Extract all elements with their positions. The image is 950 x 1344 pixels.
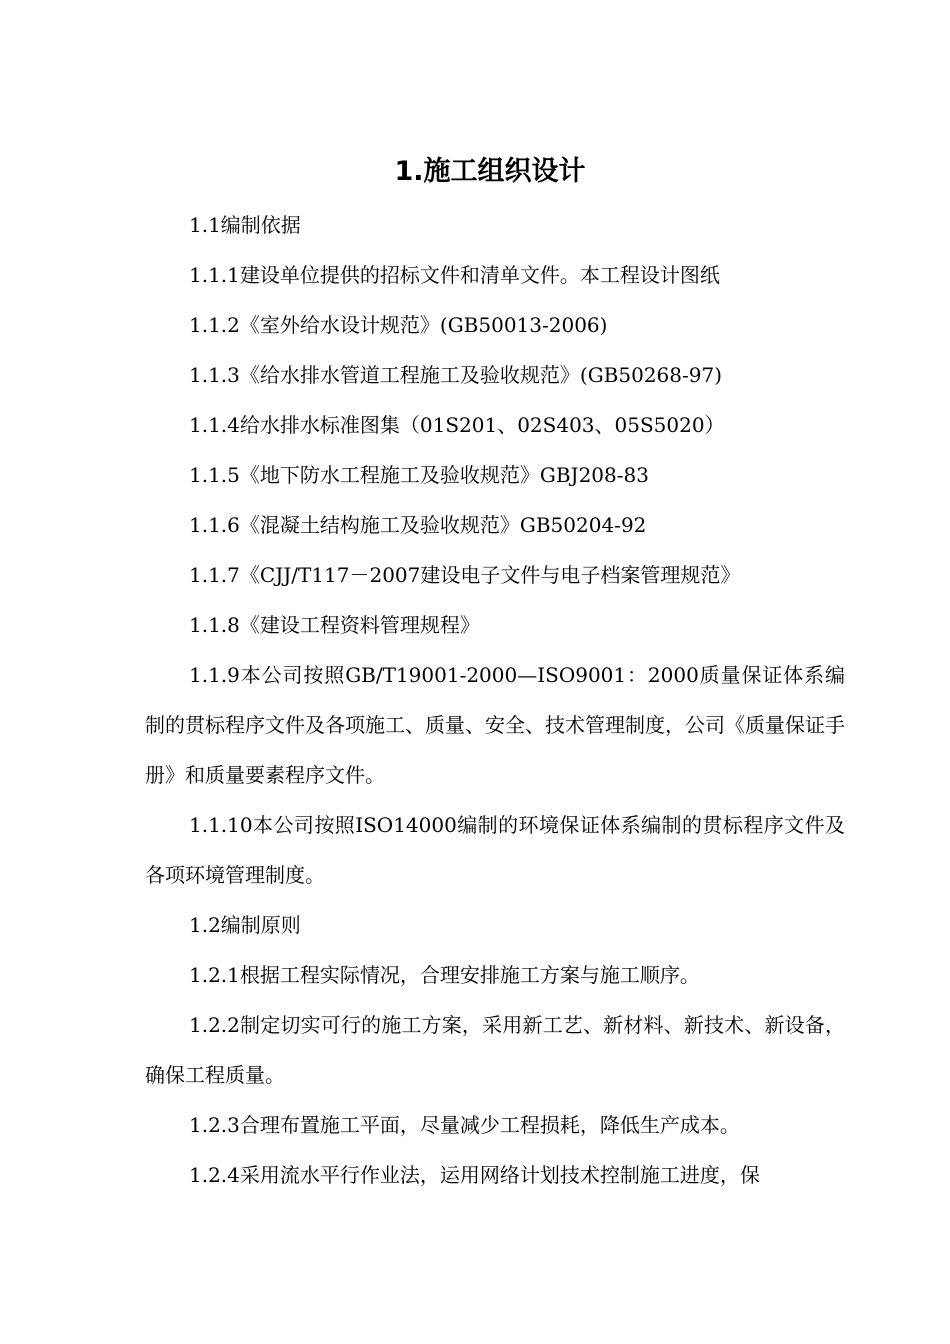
paragraph-1-2-3: 1.2.3合理布置施工平面，尽量减少工程损耗，降低生产成本。 bbox=[189, 1113, 740, 1137]
paragraph-1-1-2: 1.1.2《室外给水设计规范》(GB50013-2006) bbox=[189, 313, 608, 337]
paragraph-1-1-6: 1.1.6《混凝土结构施工及验收规范》GB50204-92 bbox=[189, 513, 647, 537]
paragraph-1-2-2: 1.2.2制定切实可行的施工方案，采用新工艺、新材料、新技术、新设备，确保工程质量。 bbox=[145, 1013, 845, 1087]
paragraph-1-1-8: 1.1.8《建设工程资料管理规程》 bbox=[189, 613, 480, 637]
paragraph-1-2-1: 1.2.1根据工程实际情况，合理安排施工方案与施工顺序。 bbox=[189, 963, 700, 987]
paragraph-1-2-4: 1.2.4采用流水平行作业法，运用网络计划技术控制施工进度，保 bbox=[189, 1163, 760, 1187]
paragraph-1-1-7: 1.1.7《CJJ/T117－2007建设电子文件与电子档案管理规范》 bbox=[189, 563, 741, 587]
paragraph-1-1-3: 1.1.3《给水排水管道工程施工及验收规范》(GB50268-97) bbox=[189, 363, 722, 387]
section-heading-1-1: 1.1编制依据 bbox=[189, 213, 301, 237]
section-heading-1-2: 1.2编制原则 bbox=[189, 913, 301, 937]
paragraph-1-1-5: 1.1.5《地下防水工程施工及验收规范》GBJ208-83 bbox=[189, 463, 649, 487]
paragraph-1-1-9: 1.1.9本公司按照GB/T19001-2000—ISO9001：2000质量保证体系编制的贯标程序文件及各项施工、质量、安全、技术管理制度，公司《质量保证手册》和质量要素程序文件。 bbox=[145, 663, 845, 787]
paragraph-1-1-10: 1.1.10本公司按照ISO14000编制的环境保证体系编制的贯标程序文件及各项环境管理制度。 bbox=[145, 813, 845, 887]
paragraph-1-1-4: 1.1.4给水排水标准图集（01S201、02S403、05S5020） bbox=[189, 413, 725, 437]
paragraph-1-1-1: 1.1.1建设单位提供的招标文件和清单文件。本工程设计图纸 bbox=[189, 263, 720, 287]
document-body bbox=[145, 200, 845, 1200]
document-title: 1.施工组织设计 bbox=[394, 156, 586, 187]
